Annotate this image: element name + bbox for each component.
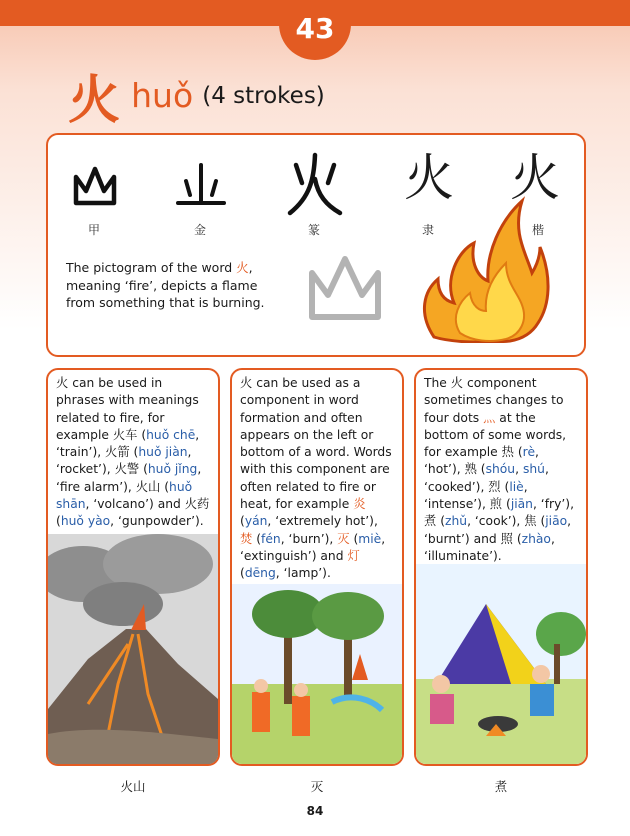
body-text: , ‘burn’), <box>280 531 338 546</box>
flame-illustration <box>414 193 552 343</box>
pinyin-text: jiān <box>510 497 533 512</box>
evolution-card <box>46 133 586 357</box>
body-text: 火 can be used in phrases with meanings related to fire, for example 火车 ( <box>56 376 199 442</box>
cooking-illustration <box>416 564 586 764</box>
pinyin-text: zhǔ <box>445 514 468 529</box>
body-text: ( <box>252 531 262 546</box>
pinyin-text: huǒ yào <box>60 514 111 529</box>
body-text: , ‘extremely hot’), <box>267 514 378 529</box>
pinyin-text: miè <box>358 531 382 546</box>
caption-volcano: 火山 <box>120 779 146 794</box>
body-text: at the bottom of some words, for example 热 ( <box>424 410 567 460</box>
body-text: , ‘cooked’), 烈 ( <box>424 462 549 494</box>
body-text: 火 can be used as a component in word formation and often appears on the left or bottom of a word. Words with this component are often related to fire or heat, for example <box>240 376 392 512</box>
caption-extinguish: 灭 <box>310 779 324 794</box>
highlight-character: 灬 <box>483 410 496 425</box>
body-text: , ‘illuminate’). <box>424 531 555 563</box>
pinyin-text: fén <box>261 531 281 546</box>
title-pinyin: huǒ <box>131 76 194 115</box>
highlight-character: 炎 <box>353 497 366 512</box>
body-text: The 火 component sometimes changes to four dots <box>424 376 564 425</box>
body-text: , ‘hot’), 熟 ( <box>424 445 539 477</box>
regular-glyph: 火 <box>510 149 560 207</box>
pinyin-text: jiāo <box>545 514 568 529</box>
pinyin-text: rè <box>522 445 536 460</box>
pinyin-text: dēng <box>244 566 276 581</box>
body-text: , ‘fry’), 煮 ( <box>424 497 574 529</box>
pinyin-text: huǒ chē <box>146 427 196 442</box>
page-number: 84 <box>306 804 324 818</box>
caption-cook: 煮 <box>494 779 508 794</box>
script-label-seal: 篆 <box>307 223 320 237</box>
script-label-bronze: 金 <box>193 223 206 237</box>
pictogram-outline <box>304 251 386 327</box>
lesson-number-badge: 43 <box>279 4 351 60</box>
pinyin-text: zhào <box>521 531 551 546</box>
body-text: , ‘cook’), 焦 ( <box>467 514 546 529</box>
pinyin-text: shú <box>522 462 545 477</box>
highlight-character: 灯 <box>347 548 360 563</box>
four-dots-column <box>414 368 588 766</box>
pictogram-character: 火 <box>236 260 249 275</box>
bronze-glyph <box>166 155 236 215</box>
seal-script-glyph <box>280 149 350 219</box>
phrases-column <box>46 368 220 766</box>
body-text: , ‘train’), 火箭 ( <box>56 427 200 460</box>
body-text: ( <box>240 514 245 529</box>
pinyin-text: huǒ jǐng <box>147 462 198 477</box>
pinyin-text: huǒ jiàn <box>138 445 188 460</box>
pictogram-description: The pictogram of the word 火, meaning ‘fire’, depicts a flame from something that is burning. <box>66 260 265 310</box>
body-text: , ‘gunpowder’). <box>110 514 204 529</box>
pinyin-text: yán <box>244 514 268 529</box>
body-text: , ‘intense’), 煎 ( <box>424 479 528 512</box>
phrases-text <box>48 370 218 536</box>
highlight-character: 焚 <box>240 531 253 546</box>
body-text: , ‘extinguish’) and <box>240 531 386 563</box>
body-text: , ‘volcano’) and 火药 ( <box>56 497 210 529</box>
body-text: , ‘rocket’), 火警 ( <box>56 445 192 477</box>
volcano-illustration <box>48 534 218 764</box>
component-column <box>230 368 404 766</box>
title-strokes: (4 strokes) <box>202 82 325 109</box>
oracle-bone-glyph <box>60 155 130 215</box>
firefighters-illustration <box>232 584 402 764</box>
body-text: , <box>515 462 523 477</box>
component-text <box>232 370 402 588</box>
body-text: ( <box>240 566 245 581</box>
title-character: 火 <box>68 70 121 131</box>
body-text: , ‘lamp’). <box>275 566 331 581</box>
pinyin-text: shóu <box>485 462 516 477</box>
script-label-regular: 楷 <box>531 223 544 237</box>
body-text: , ‘fire alarm’), 火山 ( <box>56 462 202 494</box>
script-label-clerical: 隶 <box>421 223 434 237</box>
page-title <box>68 58 325 131</box>
pinyin-text: huǒ shān <box>56 479 193 512</box>
pinyin-text: liè <box>509 479 524 494</box>
four-dots-text <box>416 370 586 570</box>
script-label-oracle: 甲 <box>87 223 100 237</box>
body-text: ( <box>349 531 359 546</box>
highlight-character: 灭 <box>337 531 350 546</box>
body-text: , ‘burnt’) and 照 ( <box>424 514 572 546</box>
clerical-glyph: 火 <box>404 149 454 207</box>
